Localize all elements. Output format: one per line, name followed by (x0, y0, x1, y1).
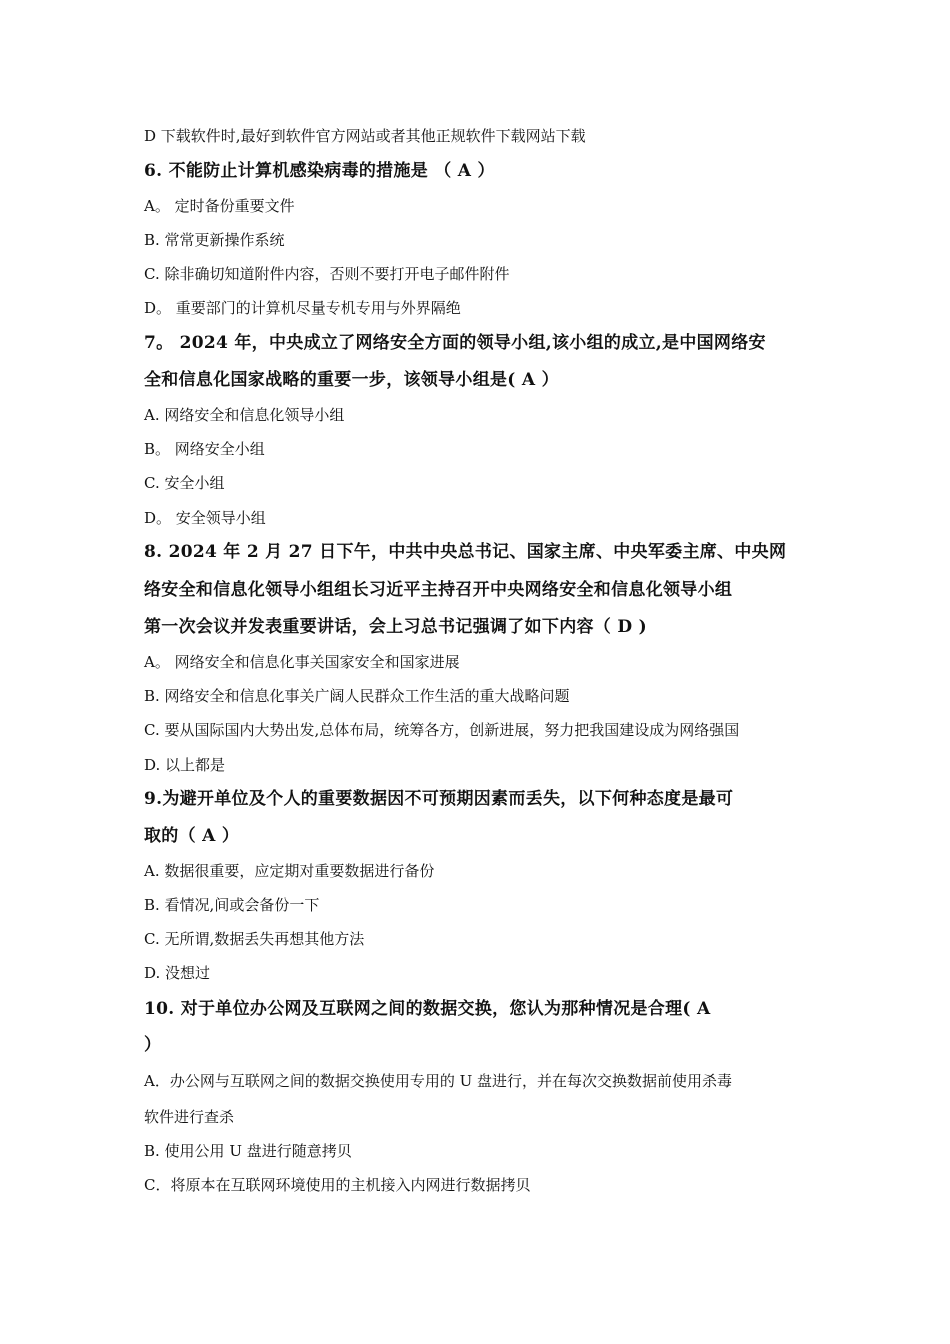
question-line: ） (144, 1035, 162, 1055)
option-line: D 下载软件时,最好到软件官方网站或者其他正规软件下载网站下载 (144, 127, 586, 145)
question-line: 第一次会议并发表重要讲话，会上习总书记强调了如下内容（ D ) (144, 617, 647, 637)
question-line: 6. 不能防止计算机感染病毒的措施是 （ A ） (144, 161, 495, 181)
question-line: 全和信息化国家战略的重要一步，该领导小组是( A ） (144, 370, 559, 390)
option-line: B. 网络安全和信息化事关广阔人民群众工作生活的重大战略问题 (144, 687, 570, 705)
option-line: B. 常常更新操作系统 (144, 231, 285, 249)
question-line: 10. 对于单位办公网及互联网之间的数据交换，您认为那种情况是合理( A (144, 999, 711, 1019)
option-line: A。 网络安全和信息化事关国家安全和国家进展 (144, 653, 460, 671)
option-line: C. 除非确切知道附件内容，否则不要打开电子邮件附件 (144, 265, 510, 283)
option-line: A. 数据很重要，应定期对重要数据进行备份 (144, 862, 435, 880)
option-line: B. 使用公用 U 盘进行随意拷贝 (144, 1142, 352, 1160)
option-line: D。 重要部门的计算机尽量专机专用与外界隔绝 (144, 299, 461, 317)
question-line: 络安全和信息化领导小组组长习近平主持召开中央网络安全和信息化领导小组 (144, 580, 733, 600)
option-line: C. 无所谓,数据丢失再想其他方法 (144, 930, 365, 948)
option-line: D。 安全领导小组 (144, 509, 266, 527)
option-line: A。 定时备份重要文件 (144, 197, 295, 215)
option-line: A．办公网与互联网之间的数据交换使用专用的 U 盘进行，并在每次交换数据前使用杀毒 (144, 1072, 733, 1090)
option-line: D. 以上都是 (144, 756, 226, 774)
option-line: C．将原本在互联网环境使用的主机接入内网进行数据拷贝 (144, 1176, 531, 1194)
option-line: D. 没想过 (144, 964, 211, 982)
question-line: 取的（ A ） (144, 826, 240, 846)
option-line: B。 网络安全小组 (144, 440, 265, 458)
option-line: C. 要从国际国内大势出发,总体布局，统筹各方，创新进展，努力把我国建设成为网络强国 (144, 721, 740, 739)
option-line: B. 看情况,间或会备份一下 (144, 896, 320, 914)
question-line: 7。 2024 年，中央成立了网络安全方面的领导小组,该小组的成立,是中国网络安 (144, 333, 766, 353)
option-line: 软件进行查杀 (144, 1108, 235, 1126)
option-line: A. 网络安全和信息化领导小组 (144, 406, 345, 424)
question-line: 9.为避开单位及个人的重要数据因不可预期因素而丢失，以下何种态度是最可 (144, 789, 734, 809)
option-line: C. 安全小组 (144, 474, 225, 492)
question-line: 8. 2024 年 2 月 27 日下午，中共中央总书记、国家主席、中央军委主席、中央网 (144, 542, 787, 562)
